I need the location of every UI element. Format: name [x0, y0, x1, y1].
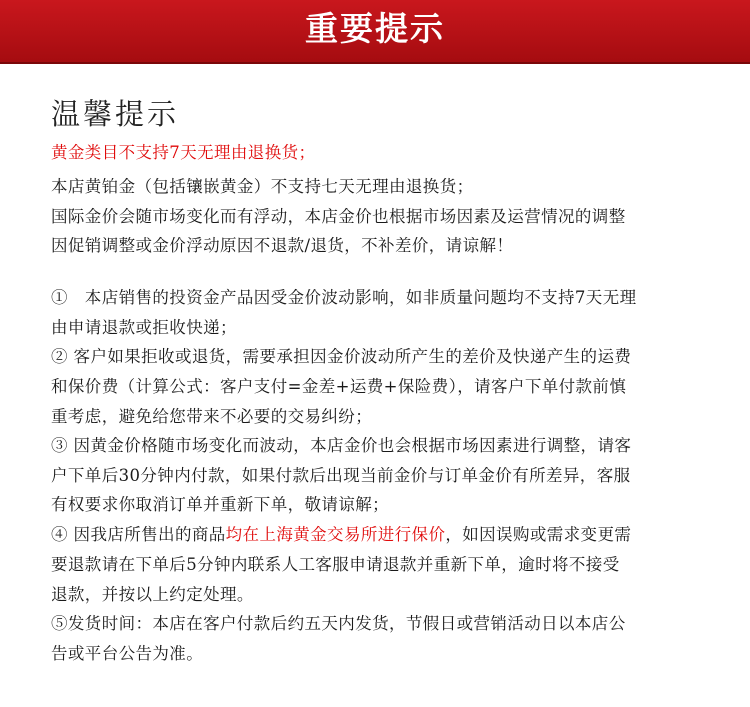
item-1-line-2: 由申请退款或拒收快递；	[51, 318, 237, 337]
banner-title: 重要提示	[305, 9, 445, 48]
intro-line-platinum: 本店黄铂金（包括镶嵌黄金）不支持七天无理由退换货；	[51, 177, 474, 196]
item-2-line-1: ② 客户如果拒收或退货，需要承担因金价波动所产生的差价及快递产生的运费	[51, 347, 632, 366]
item-1-line-1: ① 本店销售的投资金产品因受金价波动影响，如非质量问题均不支持7天无理	[51, 288, 637, 307]
item-5-line-1: ⑤发货时间：本店在客户付款后约五天内发货，节假日或营销活动日以本店公	[51, 614, 626, 633]
item-3-line-3: 有权要求你取消订单并重新下单，敬请谅解；	[51, 495, 389, 514]
intro-line-warning: 黄金类目不支持7天无理由退换货；	[51, 143, 316, 162]
notice-heading: 温馨提示	[51, 97, 180, 131]
intro-line-price: 国际金价会随市场变化而有浮动，本店金价也根据市场因素及运营情况的调整	[51, 207, 626, 226]
item-4-line-2: 要退款请在下单后5分钟内联系人工客服申请退款并重新下单，逾时将不接受	[51, 555, 620, 574]
item-5-line-2: 告或平台公告为准。	[51, 644, 204, 663]
item-3-line-2: 户下单后30分钟内付款，如果付款后出现当前金价与订单金价有所差异，客服	[51, 466, 631, 485]
header-banner	[0, 0, 750, 64]
item-4-text-b: ，如因误购或需求变更需	[445, 525, 632, 544]
item-4-highlight: 均在上海黄金交易所进行保价	[225, 525, 446, 544]
intro-line-no-refund: 因促销调整或金价浮动原因不退款/退货，不补差价，请谅解！	[51, 236, 514, 255]
item-4-text-a: ④ 因我店所售出的商品	[51, 525, 226, 544]
item-2-line-3: 重考虑，避免给您带来不必要的交易纠纷；	[51, 407, 373, 426]
item-4-line-3: 退款，并按以上约定处理。	[51, 585, 254, 604]
item-2-line-2: 和保价费（计算公式：客户支付=金差+运费+保险费），请客户下单付款前慎	[51, 377, 627, 396]
item-4-line-1	[51, 524, 731, 546]
item-3-line-1: ③ 因黄金价格随市场变化而波动，本店金价也会根据市场因素进行调整，请客	[51, 436, 632, 455]
